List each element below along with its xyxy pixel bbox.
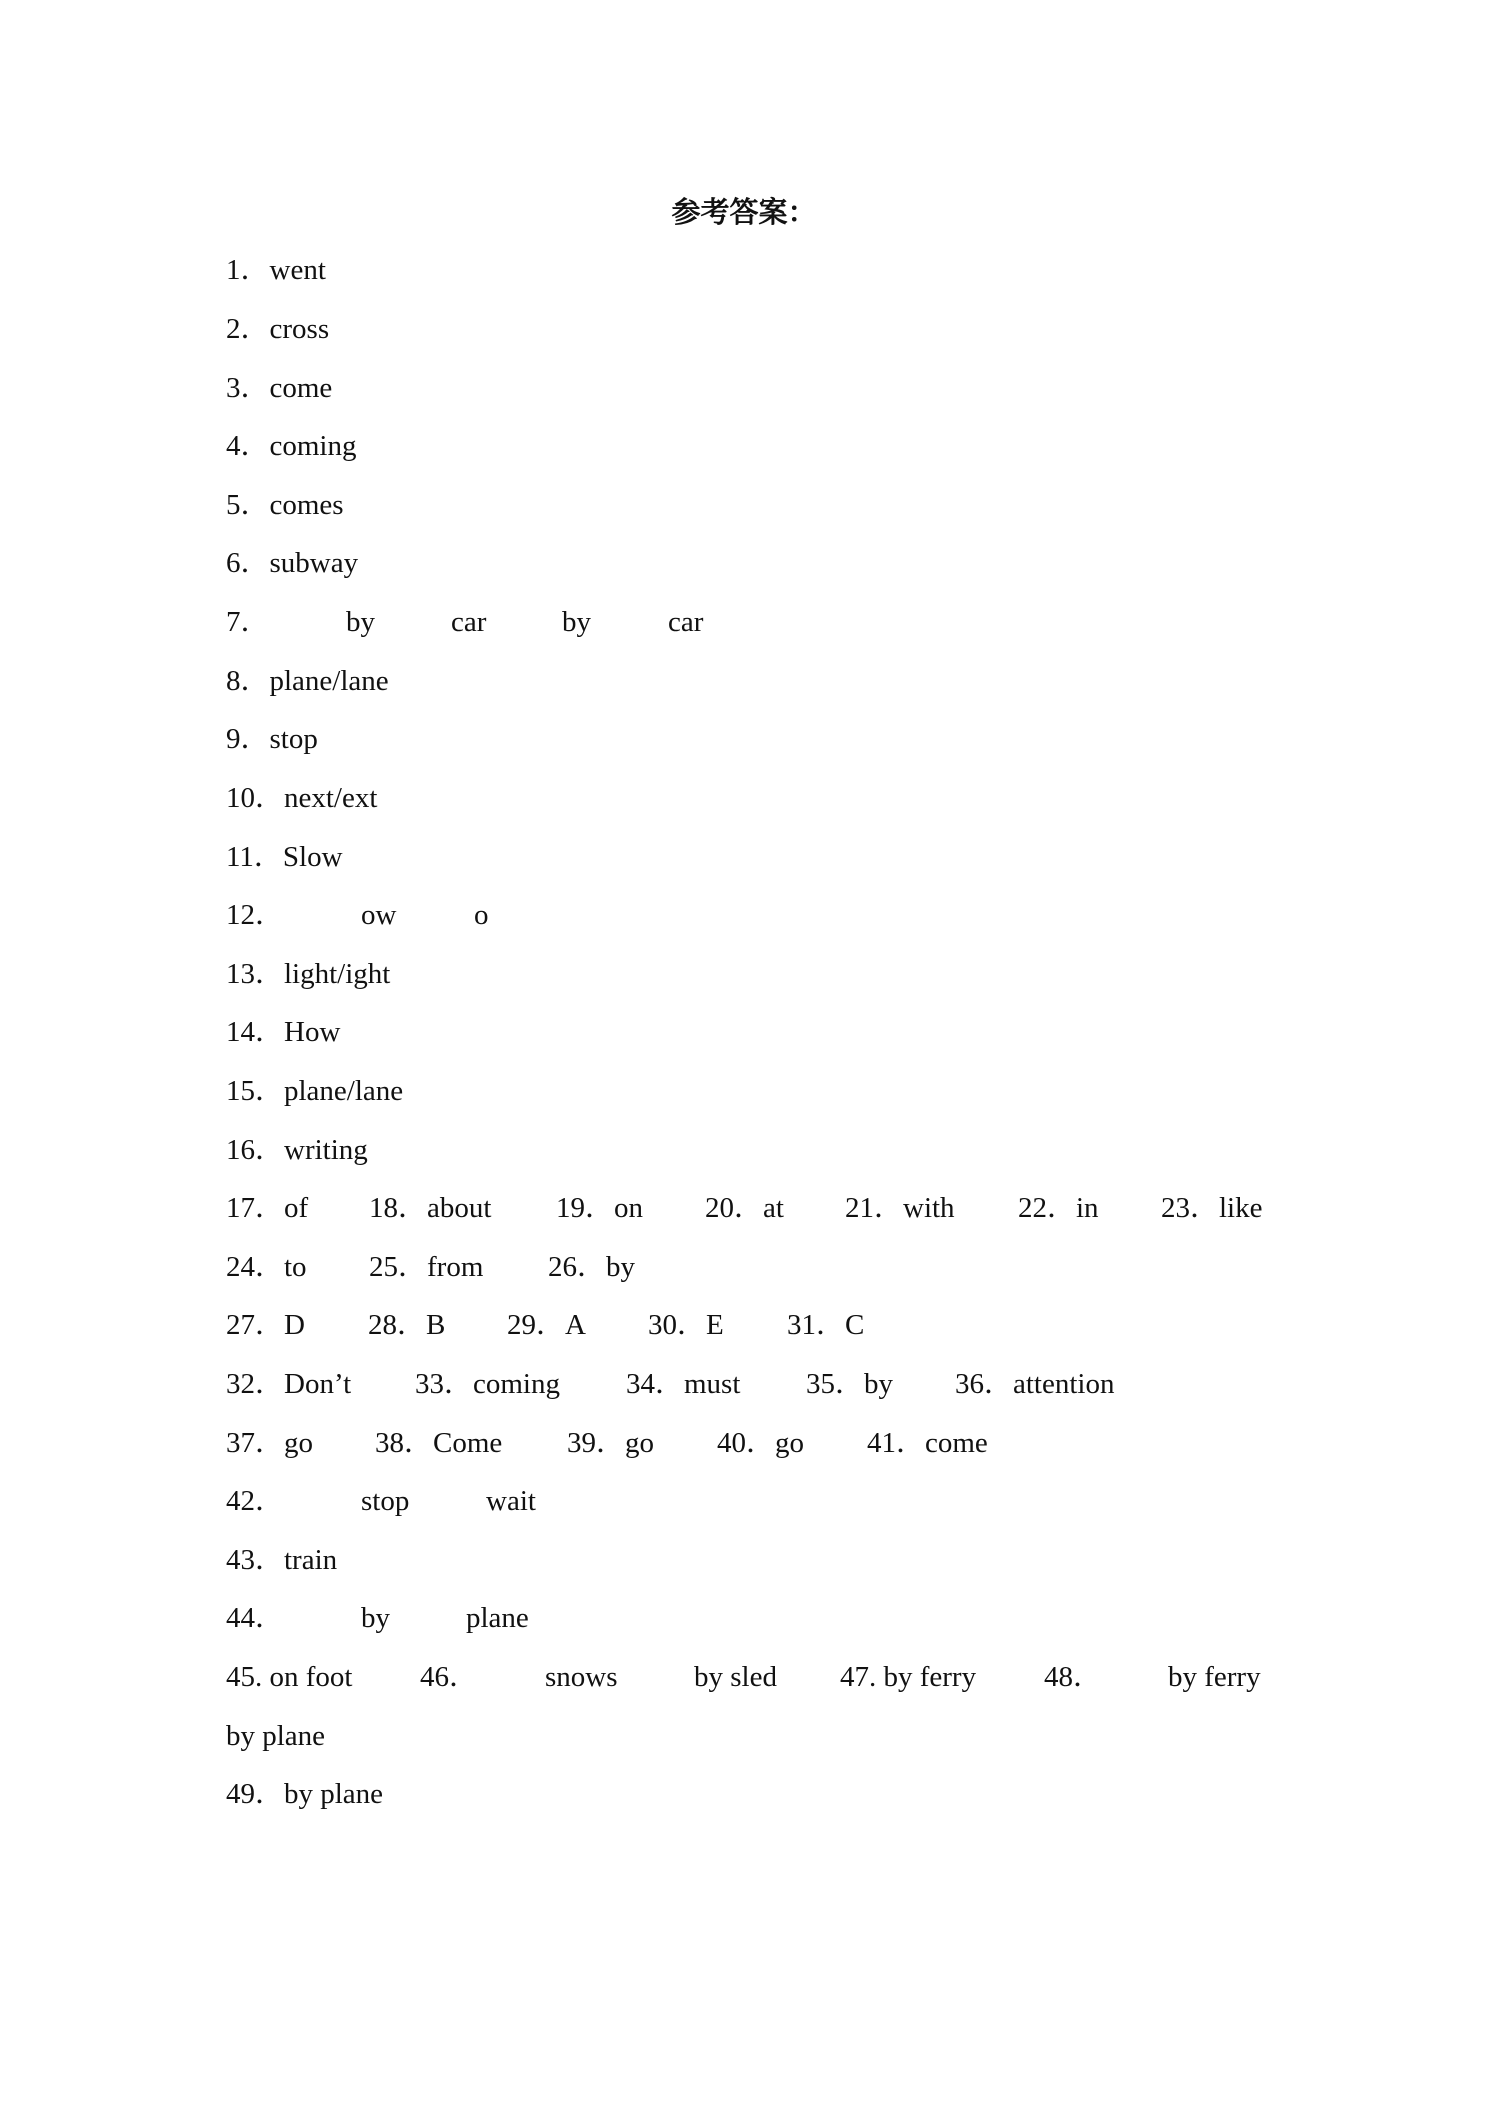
answer-8: 8．plane/lane xyxy=(226,665,389,697)
answer-6: 6．subway xyxy=(226,547,359,579)
answer-5: 5．comes xyxy=(226,489,344,521)
answer-15: 15．plane/lane xyxy=(226,1075,404,1107)
answer-43: 43．train xyxy=(226,1544,338,1576)
page-title: 参考答案： xyxy=(671,195,817,229)
answer-48-continued: by plane xyxy=(226,1720,326,1752)
answer-13: 13．light/ight xyxy=(226,958,391,990)
answer-2: 2．cross xyxy=(226,313,330,345)
answer-16: 16．writing xyxy=(226,1134,368,1166)
answer-3: 3．come xyxy=(226,372,333,404)
answer-11: 11．Slow xyxy=(226,841,343,873)
answer-4: 4．coming xyxy=(226,430,357,462)
answer-14: 14．How xyxy=(226,1016,341,1048)
answer-1: 1．went xyxy=(226,254,326,286)
answer-10: 10．next/ext xyxy=(226,782,378,814)
answer-49: 49．by plane xyxy=(226,1778,384,1810)
answer-9: 9．stop xyxy=(226,723,318,755)
